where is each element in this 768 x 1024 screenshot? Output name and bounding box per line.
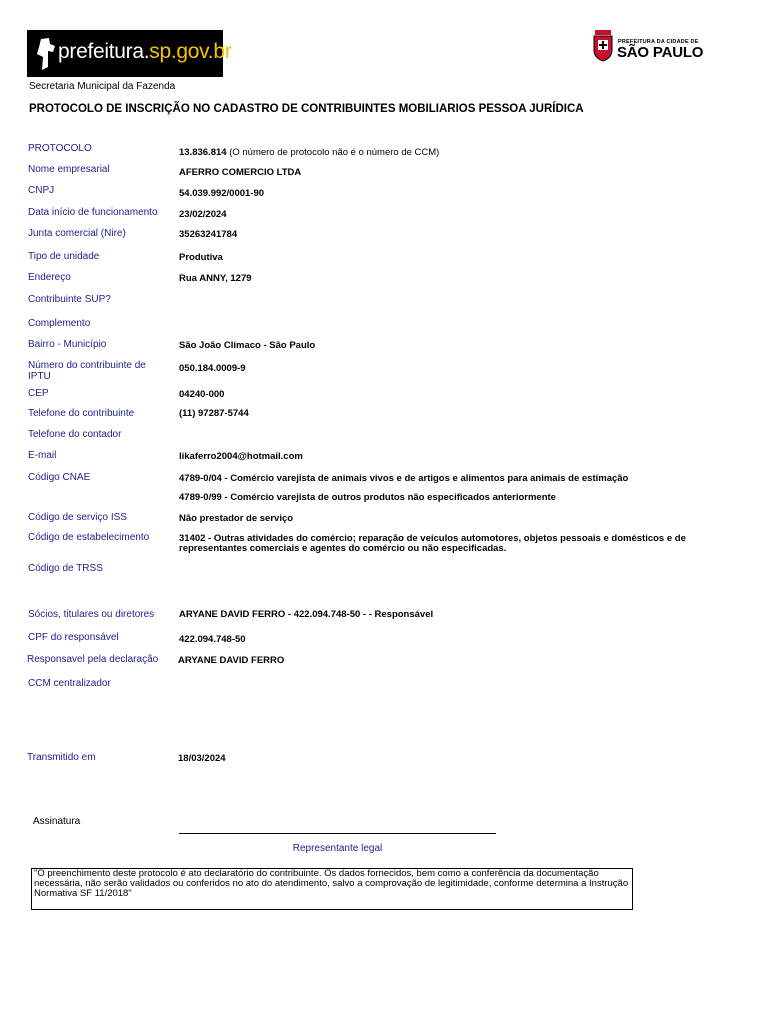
logo-text: prefeitura.sp.gov.br — [58, 40, 232, 63]
servico-iss-label: Código de serviço ISS — [28, 512, 127, 523]
resp-decl-value: ARYANE DAVID FERRO — [178, 655, 285, 666]
email-label: E-mail — [28, 450, 57, 461]
secretaria-label: Secretaria Municipal da Fazenda — [29, 81, 176, 92]
iptu-value: 050.184.0009-9 — [179, 363, 246, 374]
logo-small-text: PREFEITURA DA CIDADE DE — [618, 39, 699, 45]
complemento-label: Complemento — [28, 318, 91, 329]
nome-label: Nome empresarial — [28, 164, 110, 175]
signature-line — [179, 833, 496, 834]
estabelecimento-label: Código de estabelecimento — [28, 532, 150, 543]
transmitido-label: Transmitido em — [27, 752, 96, 763]
ccm-central-label: CCM centralizador — [28, 678, 111, 689]
cep-value: 04240-000 — [179, 389, 225, 400]
tipo-unidade-value: Produtiva — [179, 252, 223, 263]
tel-contribuinte-label: Telefone do contribuinte — [28, 408, 135, 419]
tel-contribuinte-value: (11) 97287-5744 — [179, 408, 249, 419]
bairro-value: São João Clímaco - São Paulo — [179, 340, 316, 351]
data-inicio-label: Data início de funcionamento — [28, 207, 158, 218]
endereco-label: Endereço — [28, 272, 71, 283]
logo-big-text: SÃO PAULO — [617, 44, 704, 61]
assinatura-label: Assinatura — [33, 816, 81, 827]
email-value: likaferro2004@hotmail.com — [179, 451, 303, 462]
cnae-label: Código CNAE — [28, 472, 91, 483]
endereco-value: Rua ANNY, 1279 — [179, 273, 252, 284]
junta-label: Junta comercial (Nire) — [28, 228, 126, 239]
servico-iss-value: Não prestador de serviço — [179, 513, 294, 524]
prefeitura-logo — [27, 30, 232, 77]
trss-label: Código de TRSS — [28, 563, 103, 574]
cpf-resp-label: CPF do responsável — [28, 632, 119, 643]
bairro-label: Bairro - Município — [28, 339, 107, 350]
cnae-value-1: 4789-0/04 - Comércio varejista de animais vivos e de artigos e alimentos para animais de estimação — [179, 473, 629, 484]
disclaimer-box: "O preenchimento deste protocolo é ato declaratório do contribuinte. Os dados fornecidos, bem como a conferência da documentação necessária, não serão validados ou conferidos no ato do atendimento, salvo a comprovação de legitimidade, conforme determina a Instrução Normativa SF 11/2018" — [31, 868, 633, 910]
data-inicio-value: 23/02/2024 — [179, 209, 227, 220]
sao-paulo-city-logo — [590, 30, 710, 66]
resp-decl-label: Responsavel pela declaração — [27, 654, 159, 665]
document-title: PROTOCOLO DE INSCRIÇÃO NO CADASTRO DE CONTRIBUINTES MOBILIARIOS PESSOA JURÍDICA — [29, 103, 584, 115]
representante-legal-caption: Representante legal — [292, 843, 383, 854]
nome-value: AFERRO COMERCIO LTDA — [179, 167, 302, 178]
city-crest-icon — [592, 30, 614, 62]
socios-label: Sócios, titulares ou diretores — [28, 609, 155, 620]
iptu-label: Número do contribuinte de IPTU — [28, 360, 146, 382]
protocolo-value: 13.836.814 (O número de protocolo não é o número de CCM) — [179, 147, 440, 158]
protocolo-label: PROTOCOLO — [28, 143, 92, 154]
estabelecimento-value: 31402 - Outras atividades do comércio; reparação de veículos automotores, objetos pessoais e domésticos e de representantes comerciais e agentes do comércio ou não especificadas. — [179, 533, 686, 554]
tel-contador-label: Telefone do contador — [28, 429, 122, 440]
cep-label: CEP — [28, 388, 49, 399]
cnpj-value: 54.039.992/0001-90 — [179, 188, 265, 199]
transmitido-value: 18/03/2024 — [178, 753, 226, 764]
socios-value: ARYANE DAVID FERRO - 422.094.748-50 - - Responsável — [179, 609, 434, 620]
tipo-unidade-label: Tipo de unidade — [28, 251, 100, 262]
cnpj-label: CNPJ — [28, 185, 55, 196]
cpf-resp-value: 422.094.748-50 — [179, 634, 246, 645]
sp-map-icon — [35, 37, 57, 71]
contribuinte-sup-label: Contribuinte SUP? — [28, 294, 111, 305]
cnae-value-2: 4789-0/99 - Comércio varejista de outros produtos não especificados anteriormente — [179, 492, 556, 503]
junta-value: 35263241784 — [179, 229, 238, 240]
